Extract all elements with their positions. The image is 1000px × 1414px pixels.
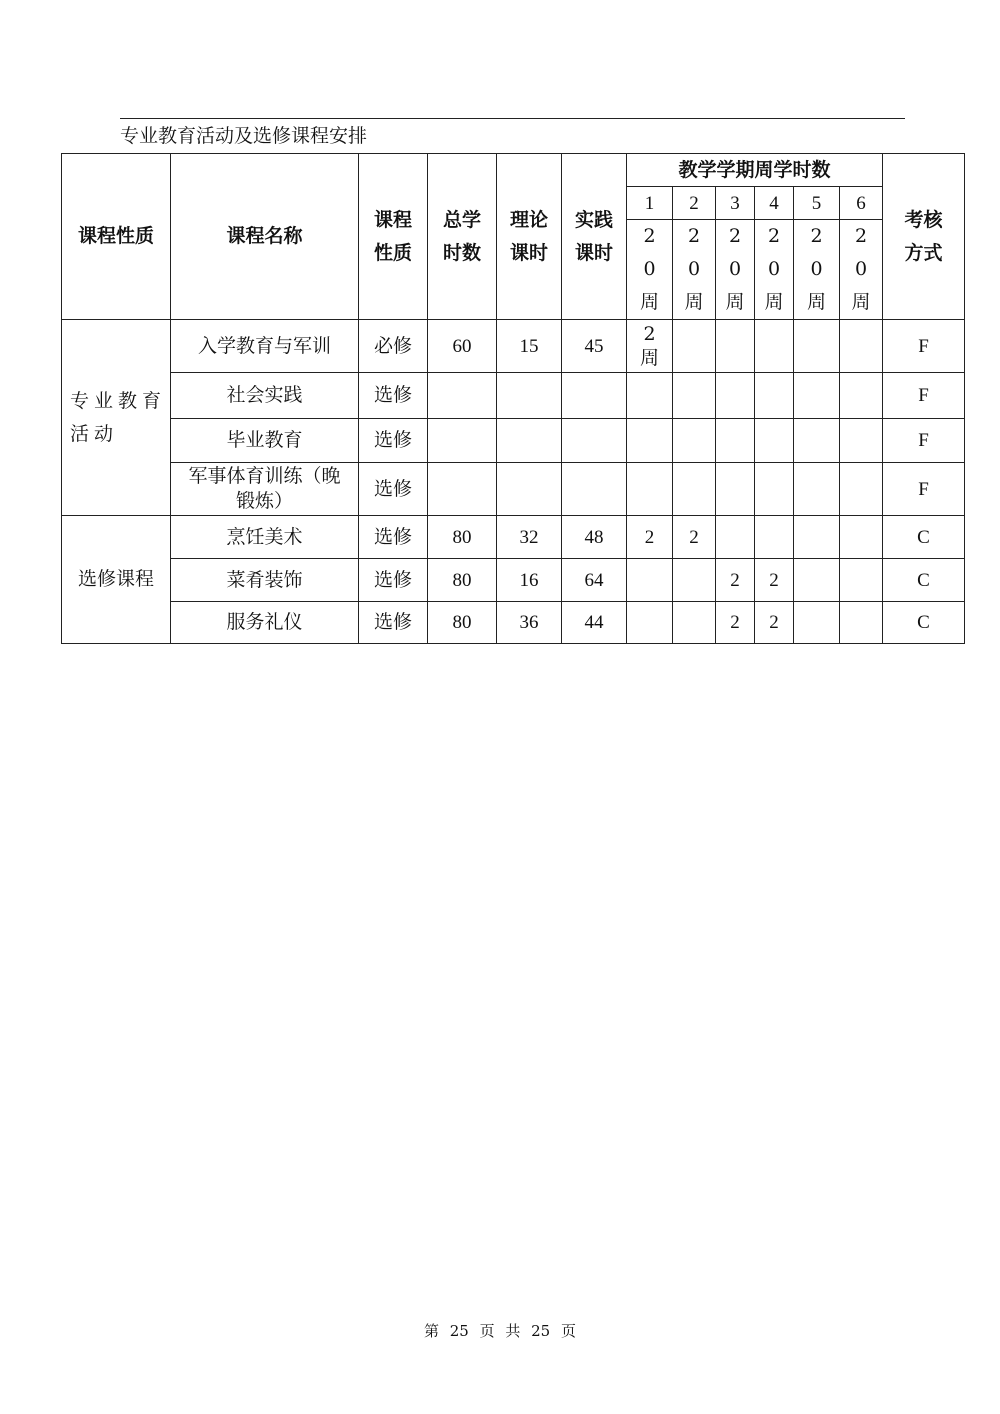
practice-hours: 64 <box>562 559 627 602</box>
theory-hours <box>497 463 562 516</box>
assessment-cell: F <box>883 463 965 516</box>
total-hours <box>428 463 497 516</box>
total-hours: 60 <box>428 320 497 373</box>
practice-hours <box>562 419 627 463</box>
course-type: 选修 <box>359 516 428 559</box>
total-hours: 80 <box>428 559 497 602</box>
semester-cell <box>840 373 883 419</box>
semester-weeks: 20周 <box>840 220 883 320</box>
course-type: 选修 <box>359 373 428 419</box>
semester-cell <box>673 463 716 516</box>
semester-cell <box>673 602 716 644</box>
assessment-cell: F <box>883 320 965 373</box>
table-row <box>62 419 965 463</box>
semester-cell <box>755 463 794 516</box>
header-practice-hours: 实践课时 <box>562 154 627 320</box>
semester-cell <box>840 602 883 644</box>
header-weekly-hours: 教学学期周学时数 <box>627 154 883 187</box>
practice-hours: 48 <box>562 516 627 559</box>
semester-cell <box>840 516 883 559</box>
theory-hours <box>497 373 562 419</box>
semester-weeks: 20周 <box>627 220 673 320</box>
semester-cell <box>716 516 755 559</box>
semester-cell <box>755 419 794 463</box>
category-cell: 选修课程 <box>62 516 171 644</box>
semester-weeks: 20周 <box>755 220 794 320</box>
table-row <box>62 516 965 559</box>
course-schedule-table <box>61 153 965 644</box>
course-type: 选修 <box>359 602 428 644</box>
total-hours: 80 <box>428 602 497 644</box>
section-title: 专业教育活动及选修课程安排 <box>120 125 368 147</box>
semester-cell <box>794 602 840 644</box>
course-name: 入学教育与军训 <box>171 320 359 373</box>
assessment-cell: C <box>883 559 965 602</box>
semester-cell <box>627 559 673 602</box>
semester-cell <box>627 419 673 463</box>
semester-cell <box>627 463 673 516</box>
theory-hours: 15 <box>497 320 562 373</box>
practice-hours <box>562 463 627 516</box>
semester-cell <box>627 602 673 644</box>
course-name: 菜肴装饰 <box>171 559 359 602</box>
theory-hours: 36 <box>497 602 562 644</box>
header-course-name: 课程名称 <box>171 154 359 320</box>
assessment-cell: C <box>883 602 965 644</box>
semester-cell: 2 <box>716 602 755 644</box>
theory-hours: 16 <box>497 559 562 602</box>
semester-cell <box>716 419 755 463</box>
semester-cell <box>673 320 716 373</box>
table-row <box>62 463 965 516</box>
semester-number: 6 <box>840 187 883 220</box>
course-type: 选修 <box>359 419 428 463</box>
semester-cell: 2 <box>716 559 755 602</box>
semester-number: 2 <box>673 187 716 220</box>
course-name: 烹饪美术 <box>171 516 359 559</box>
page-footer: 第 25 页 共 25 页 <box>423 1322 576 1340</box>
course-name: 军事体育训练（晚锻炼） <box>171 463 359 516</box>
semester-cell <box>840 419 883 463</box>
header-theory-hours: 理论课时 <box>497 154 562 320</box>
table-row <box>62 559 965 602</box>
semester-weeks: 20周 <box>716 220 755 320</box>
semester-cell: 2 <box>755 559 794 602</box>
course-name: 社会实践 <box>171 373 359 419</box>
semester-cell <box>794 419 840 463</box>
course-type: 选修 <box>359 559 428 602</box>
semester-cell <box>794 463 840 516</box>
table-row <box>62 320 965 373</box>
course-name: 毕业教育 <box>171 419 359 463</box>
semester-cell <box>794 559 840 602</box>
total-hours <box>428 373 497 419</box>
category-cell: 专业教育活动 <box>62 320 171 516</box>
semester-cell <box>755 320 794 373</box>
header-category: 课程性质 <box>62 154 171 320</box>
semester-number: 1 <box>627 187 673 220</box>
semester-number: 3 <box>716 187 755 220</box>
semester-cell <box>627 373 673 419</box>
semester-cell <box>840 320 883 373</box>
semester-cell <box>794 516 840 559</box>
semester-weeks: 20周 <box>673 220 716 320</box>
semester-cell <box>755 373 794 419</box>
semester-cell <box>716 463 755 516</box>
total-hours: 80 <box>428 516 497 559</box>
practice-hours: 44 <box>562 602 627 644</box>
semester-cell <box>840 463 883 516</box>
semester-cell <box>716 373 755 419</box>
course-type: 选修 <box>359 463 428 516</box>
semester-cell <box>673 559 716 602</box>
semester-weeks: 20周 <box>794 220 840 320</box>
semester-cell <box>840 559 883 602</box>
theory-hours <box>497 419 562 463</box>
semester-cell <box>794 373 840 419</box>
table-row <box>62 602 965 644</box>
semester-cell <box>673 373 716 419</box>
course-name: 服务礼仪 <box>171 602 359 644</box>
semester-number: 4 <box>755 187 794 220</box>
semester-cell <box>755 516 794 559</box>
header-course-type: 课程性质 <box>359 154 428 320</box>
semester-cell <box>794 320 840 373</box>
assessment-cell: F <box>883 373 965 419</box>
header-assessment: 考核方式 <box>883 154 965 320</box>
practice-hours: 45 <box>562 320 627 373</box>
total-hours <box>428 419 497 463</box>
header-total-hours: 总学时数 <box>428 154 497 320</box>
table-row <box>62 373 965 419</box>
semester-number: 5 <box>794 187 840 220</box>
header-rule <box>120 118 905 119</box>
semester-cell <box>673 419 716 463</box>
practice-hours <box>562 373 627 419</box>
semester-cell: 2 <box>755 602 794 644</box>
theory-hours: 32 <box>497 516 562 559</box>
assessment-cell: F <box>883 419 965 463</box>
assessment-cell: C <box>883 516 965 559</box>
semester-cell: 2 <box>627 516 673 559</box>
semester-cell: 2周 <box>627 320 673 373</box>
semester-cell <box>716 320 755 373</box>
semester-cell: 2 <box>673 516 716 559</box>
course-type: 必修 <box>359 320 428 373</box>
